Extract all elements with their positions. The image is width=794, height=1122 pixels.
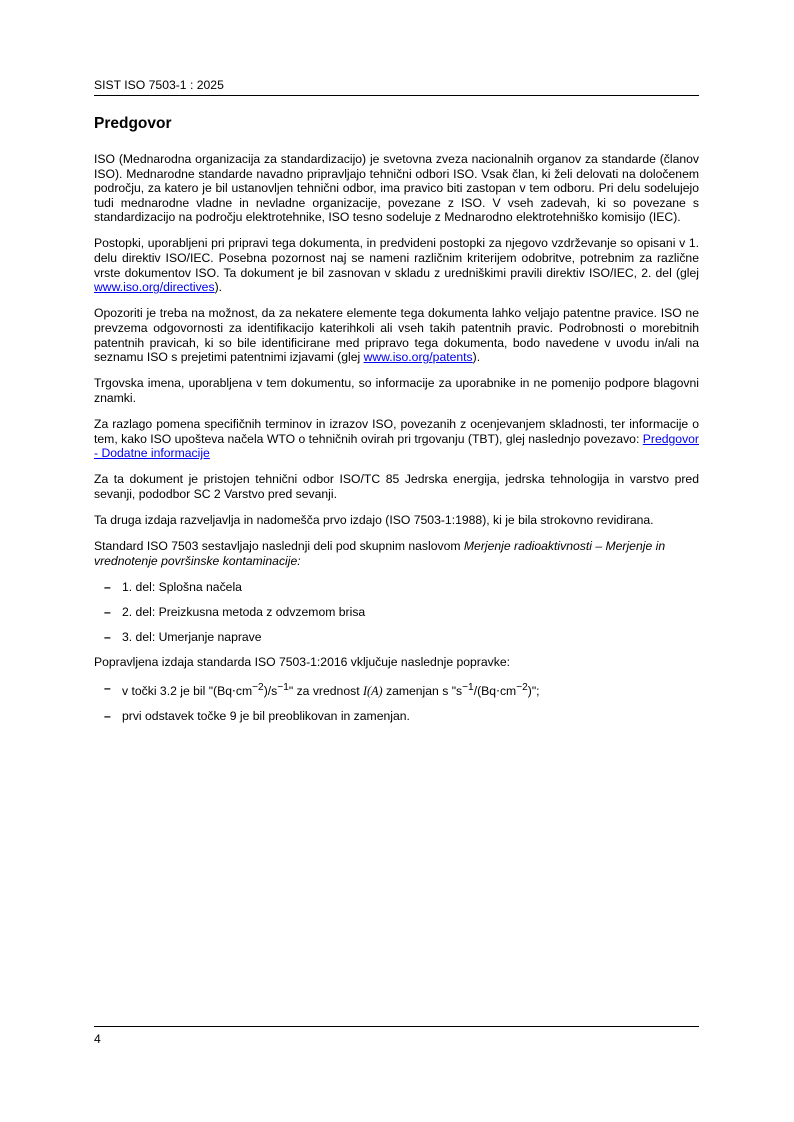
quantity-symbol: I(A) (362, 684, 383, 699)
parts-list (94, 580, 699, 645)
paragraph-procedures: Postopki, uporabljeni pri pripravi tega dokumenta, in predvideni postopki za njegovo vzdrževanje so opisani v 1. delu direktiv ISO/IEC. Posebna pozornost naj se nameni različnim kriterijem odobritve, potrebnim za različne vrste dokumentov ISO. Ta dokument je bil zasnovan v skladu z uredniškimi pravili direktiv ISO/IEC, 2. del (glej www.iso.org/directives). (94, 236, 699, 295)
directives-link[interactable]: www.iso.org/directives (94, 280, 215, 295)
paragraph-edition: Ta druga izdaja razveljavlja in nadomešča prvo izdajo (ISO 7503-1:1988), ki je bila strokovno revidirana. (94, 512, 654, 527)
list-item: – 1. del: Splošna načela (104, 579, 242, 594)
dash-bullet: – (104, 629, 111, 644)
list-item: – prvi odstavek točke 9 je bil preoblikovan in zamenjan. (104, 709, 410, 724)
page-number: 4 (94, 1032, 101, 1046)
paragraph-corrections-intro: Popravljena izdaja standarda ISO 7503-1:2016 vključuje naslednje popravke: (94, 654, 510, 669)
list-item: – 3. del: Umerjanje naprave (104, 629, 262, 644)
page-content (94, 114, 699, 734)
dash-bullet: – (104, 709, 111, 724)
foreword-info-link[interactable]: Predgovor - Dodatne informacije (94, 431, 699, 461)
paragraph-terms: Za razlago pomena specifičnih terminov in izrazov ISO, povezanih z ocenjevanjem skladnosti, ter informacije o tem, kako ISO upošteva načela WTO o tehničnih ovirah pri trgovanju (TBT), glej naslednjo povezavo: Predgovor - Dodatne informacije (94, 416, 699, 461)
corrections-list (94, 681, 699, 724)
series-title: Merjenje radioaktivnosti – Merjenje in vrednotenje površinske kontaminacije: (94, 538, 666, 568)
section-title: Predgovor (94, 115, 172, 132)
document-id: SIST ISO 7503-1 : 2025 (94, 78, 224, 92)
running-header (94, 77, 699, 96)
paragraph-patents: Opozoriti je treba na možnost, da za nekatere elemente tega dokumenta lahko veljajo patentne pravice. ISO ne prevzema odgovornosti za identifikacijo katerihkoli ali vseh takih patentnih pravic. Podrobnosti o morebitnih patentnih pravicah, ki so bile identificirane med pripravo tega dokumenta, bodo navedene v uvodu in/ali na seznamu ISO s prejetimi patentnimi izjavami (glej www.iso.org/patents). (94, 306, 699, 365)
paragraph-iso-intro: ISO (Mednarodna organizacija za standardizacijo) je svetovna zveza nacionalnih organov za standarde (članov ISO). Mednarodne standarde navadno pripravljajo tehnični odbori ISO. Vsak član, ki želi delovati na določenem področju, za katero je bil ustanovljen tehnični odbor, ima pravico biti zastopan v tem odboru. Pri delu sodelujejo tudi mednarodne vladne in nevladne organizacije, povezane z ISO. V vseh zadevah, ki so povezane s standardizacijo na področju elektrotehnike, ISO tesno sodeluje z Mednarodno elektrotehniško komisijo (IEC). (94, 152, 699, 225)
list-item: – v točki 3.2 je bil "$(Bq\cdot cm^{-2})/s^{-1}$" za vrednost I(A) zamenjan s "$s^{-1}/(Bq\cdot cm^{-2})$"; (104, 681, 540, 699)
paragraph-trade-names: Trgovska imena, uporabljena v tem dokumentu, so informacije za uporabnike in ne pomenijo podpore blagovni znamki. (94, 376, 699, 405)
list-item: – 2. del: Preizkusna metoda z odvzemom brisa (104, 604, 366, 619)
dash-bullet: – (104, 579, 111, 594)
dash-bullet: – (104, 604, 111, 619)
footer-rule (94, 1026, 699, 1027)
dash-bullet: – (104, 681, 111, 696)
patents-link[interactable]: www.iso.org/patents (363, 350, 473, 365)
paragraph-parts-intro: Standard ISO 7503 sestavljajo naslednji deli pod skupnim naslovom Merjenje radioaktivnosti – Merjenje in vrednotenje površinske kontaminacije: (94, 538, 666, 568)
paragraph-committee: Za ta dokument je pristojen tehnični odbor ISO/TC 85 Jedrska energija, jedrska tehnologija in varstvo pred sevanji, pododbor SC 2 Varstvo pred sevanji. (94, 472, 699, 501)
